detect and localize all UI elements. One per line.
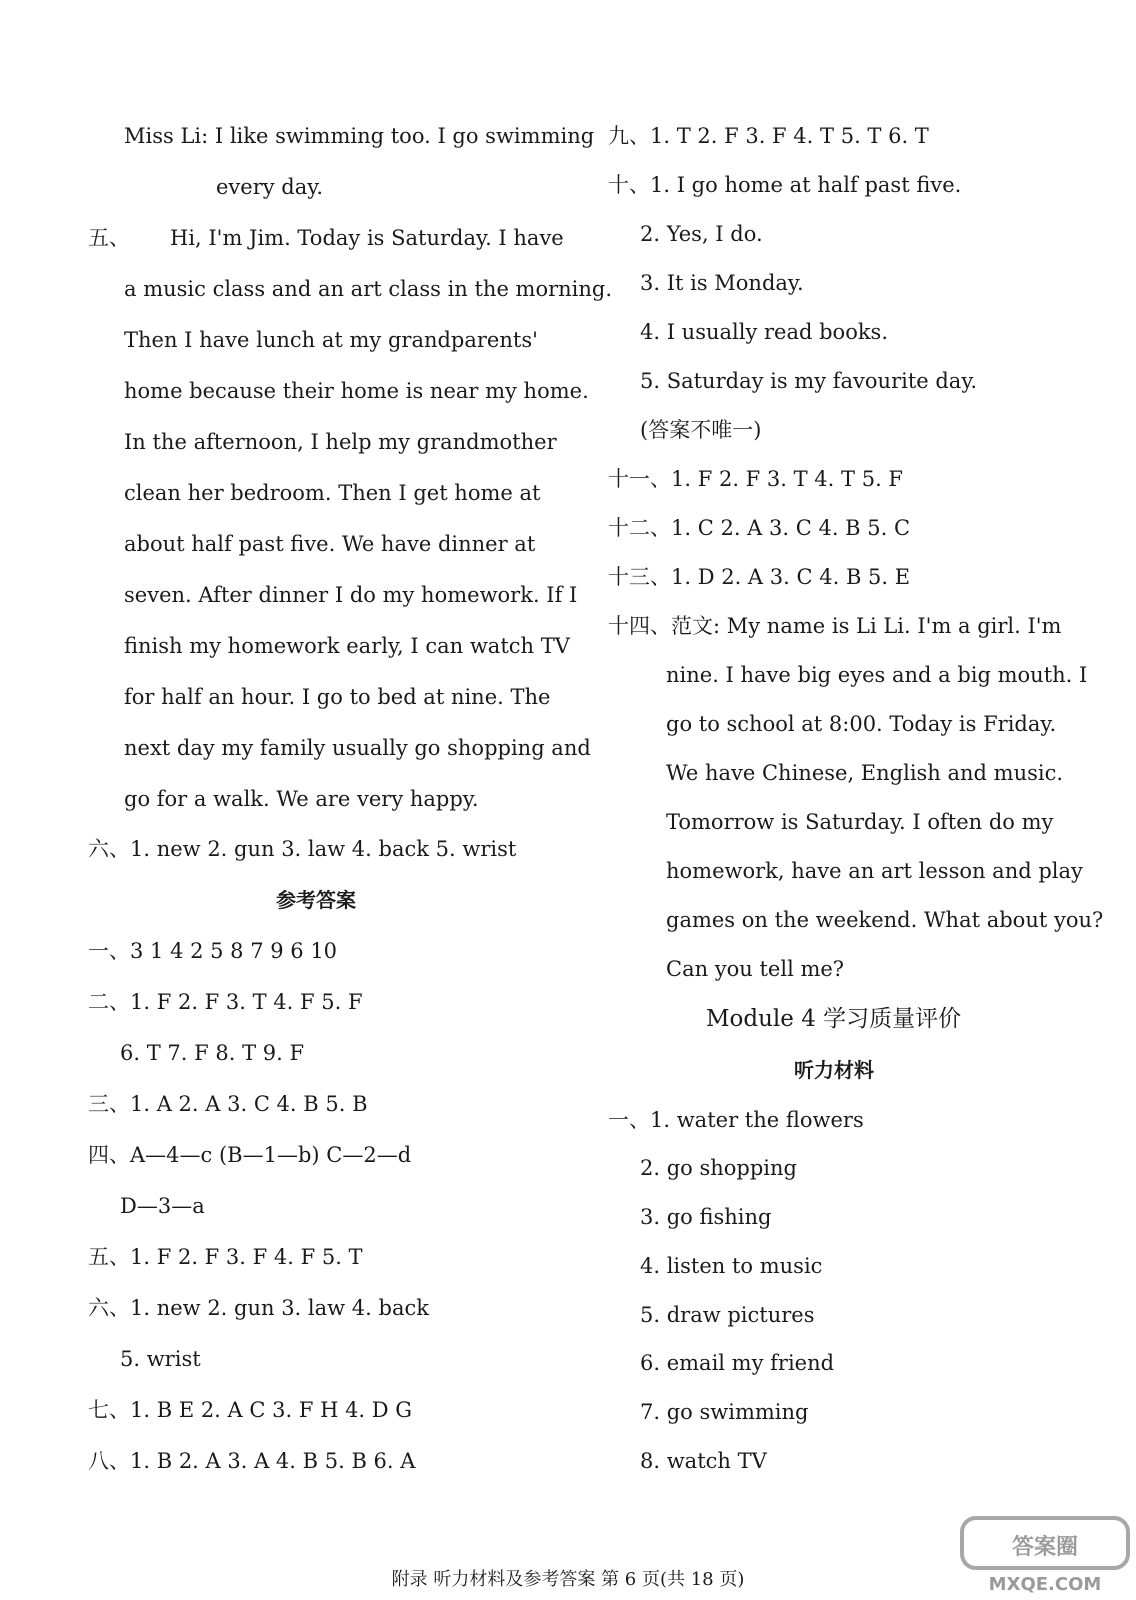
passage-line: Then I have lunch at my grandparents' (124, 328, 538, 352)
sample-essay-line: nine. I have big eyes and a big mouth. I (666, 663, 1088, 687)
listening-title: 听力材料 (794, 1058, 874, 1082)
answers-title: 参考答案 (276, 888, 356, 912)
section-6-listening-answers: 六、1. new 2. gun 3. law 4. back 5. wrist (88, 837, 517, 861)
answer-10: 十、1. I go home at half past five. (608, 173, 962, 197)
sample-essay-line: games on the weekend. What about you? (666, 908, 1104, 932)
answer-14-sample: 十四、范文: My name is Li Li. I'm a girl. I'm (608, 614, 1062, 638)
listening-item-1: 一、1. water the flowers (608, 1108, 864, 1132)
passage-line: home because their home is near my home. (124, 379, 589, 403)
listening-item: 6. email my friend (640, 1351, 835, 1375)
listening-item: 5. draw pictures (640, 1303, 815, 1327)
answer-11: 十一、1. F 2. F 3. T 4. T 5. F (608, 467, 903, 491)
answer-6: 六、1. new 2. gun 3. law 4. back (88, 1296, 429, 1320)
miss-li-line-1: Miss Li: I like swimming too. I go swimming (124, 124, 595, 148)
listening-item: 7. go swimming (640, 1400, 809, 1424)
answer-10-item: 5. Saturday is my favourite day. (640, 369, 978, 393)
sample-essay-line: Tomorrow is Saturday. I often do my (666, 810, 1054, 834)
passage-line: for half an hour. I go to bed at nine. The (124, 685, 551, 709)
passage-line: clean her bedroom. Then I get home at (124, 481, 541, 505)
answer-2: 二、1. F 2. F 3. T 4. F 5. F (88, 990, 363, 1014)
passage-line: next day my family usually go shopping and (124, 736, 591, 760)
answer-5: 五、1. F 2. F 3. F 4. F 5. T (88, 1245, 363, 1269)
sample-essay-line: go to school at 8:00. Today is Friday. (666, 712, 1057, 736)
answer-3: 三、1. A 2. A 3. C 4. B 5. B (88, 1092, 368, 1116)
listening-item: 2. go shopping (640, 1156, 797, 1180)
page-footer: 附录 听力材料及参考答案 第 6 页(共 18 页) (391, 1569, 745, 1590)
passage-line: a music class and an art class in the morning. (124, 277, 613, 301)
section-5-label: 五、 (88, 226, 130, 250)
watermark-top: 答案圈 (1011, 1535, 1079, 1560)
passage-line: seven. After dinner I do my homework. If I (124, 583, 578, 607)
answer-note: (答案不唯一) (640, 418, 762, 442)
listening-item: 4. listen to music (640, 1254, 823, 1278)
answer-10-item: 4. I usually read books. (640, 320, 889, 344)
answer-12: 十二、1. C 2. A 3. C 4. B 5. C (608, 516, 911, 540)
answer-9: 九、1. T 2. F 3. F 4. T 5. T 6. T (608, 124, 929, 148)
watermark-bottom: MXQE.COM (988, 1574, 1102, 1595)
answer-2-continued: 6. T 7. F 8. T 9. F (120, 1041, 305, 1065)
passage-line: Hi, I'm Jim. Today is Saturday. I have (170, 226, 564, 250)
answer-13: 十三、1. D 2. A 3. C 4. B 5. E (608, 565, 911, 589)
watermark-logo (960, 1516, 1130, 1596)
answer-10-item: 3. It is Monday. (640, 271, 804, 295)
answer-7: 七、1. B E 2. A C 3. F H 4. D G (88, 1398, 413, 1422)
passage-line: In the afternoon, I help my grandmother (124, 430, 557, 454)
miss-li-line-2: every day. (216, 175, 324, 199)
answer-6-continued: 5. wrist (120, 1347, 201, 1371)
module-title: Module 4 学习质量评价 (706, 1006, 962, 1032)
passage-line: about half past five. We have dinner at (124, 532, 536, 556)
answer-10-item: 2. Yes, I do. (640, 222, 763, 246)
sample-essay-line: homework, have an art lesson and play (666, 859, 1083, 883)
listening-item: 8. watch TV (640, 1449, 767, 1473)
listening-item: 3. go fishing (640, 1205, 772, 1229)
sample-essay-line: We have Chinese, English and music. (666, 761, 1064, 785)
answer-4-continued: D—3—a (120, 1194, 205, 1218)
answer-8: 八、1. B 2. A 3. A 4. B 5. B 6. A (88, 1449, 416, 1473)
passage-line: go for a walk. We are very happy. (124, 787, 479, 811)
passage-line: finish my homework early, I can watch TV (124, 634, 570, 658)
answer-4: 四、A—4—c (B—1—b) C—2—d (88, 1143, 412, 1167)
sample-essay-line: Can you tell me? (666, 957, 845, 981)
answer-1: 一、3 1 4 2 5 8 7 9 6 10 (88, 939, 338, 963)
